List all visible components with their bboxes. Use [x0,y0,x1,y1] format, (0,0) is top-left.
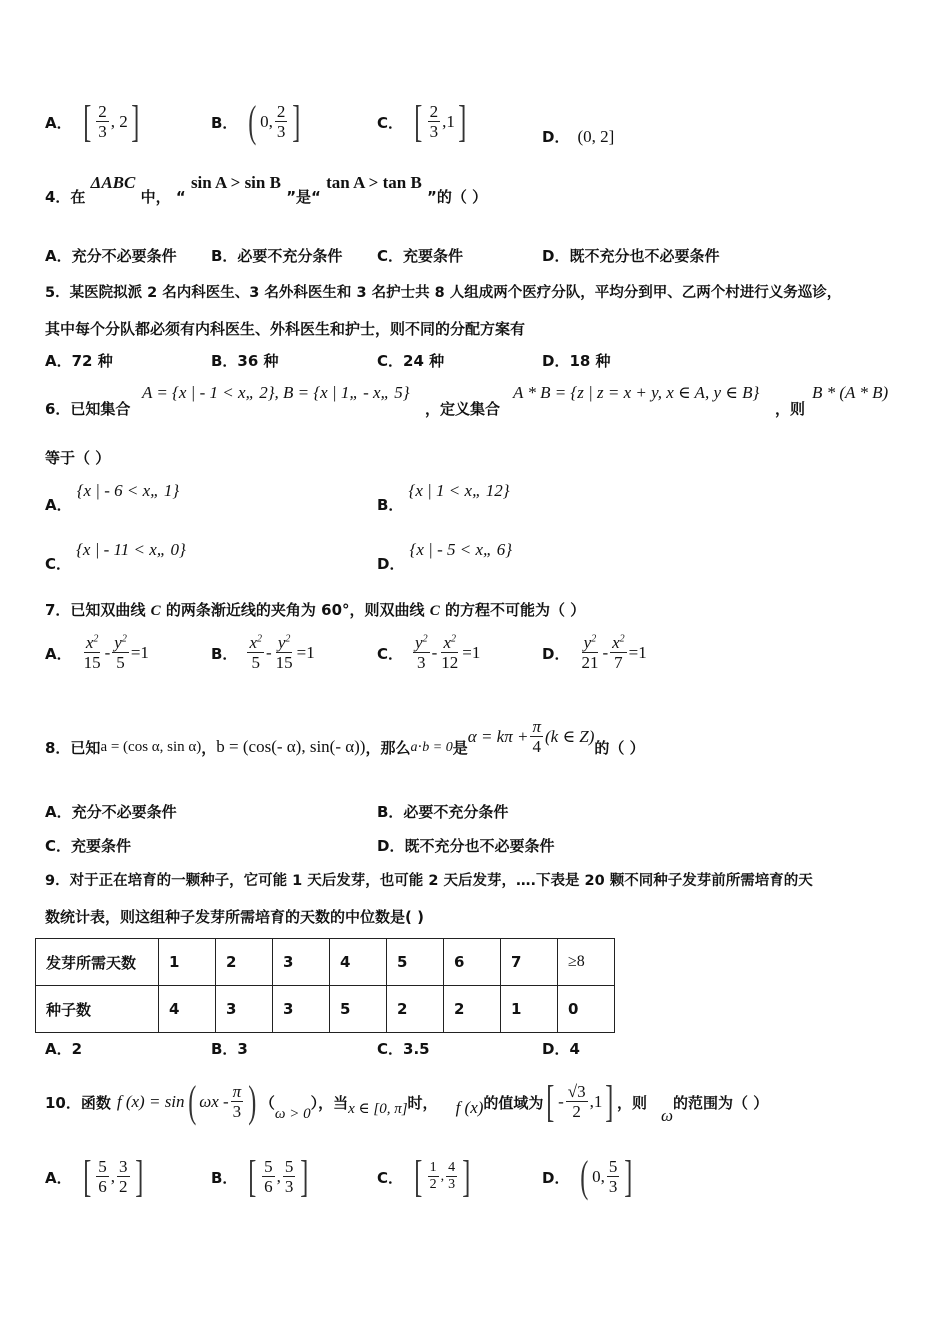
numerator: 2 [429,101,439,121]
fraction [82,634,103,672]
denominator: 2 [429,1176,437,1192]
q3-option-a[interactable] [45,97,142,146]
q4-cond1: sin A > sin B [190,173,281,192]
option-label: D． [542,128,570,146]
q10-domain: x ∈ [0, π] [348,1100,408,1117]
q10-range: [ - $\frac{√3}{2}$ ,1 ] [546,1077,614,1126]
q4-option-c[interactable]: C．充要条件 [377,247,464,265]
bracket: ] [462,1152,471,1201]
q6-option-a[interactable] [45,480,180,514]
square: 2 [121,633,127,645]
q9-option-c[interactable]: C．3.5 [377,1040,430,1058]
denominator: 3 [448,1176,456,1192]
q4-quote2: ”是“ [286,188,321,206]
q8-vector-b: b = (cos(- α), sin(- α)) [216,737,366,757]
numerator: x [443,633,451,652]
denominator: 15 [275,652,293,672]
option-label: C． [377,1168,404,1187]
q4-option-a[interactable]: A．充分不必要条件 [45,247,177,265]
q10-omega: ω [661,1106,674,1125]
numerator: 1 [429,1160,437,1176]
table-cell: 种子数 [36,986,159,1033]
equals: =1 [628,643,647,663]
interval [411,97,470,146]
q6-expr: B * (A * B) [812,383,889,402]
minus: - [431,643,438,663]
option-label: D． [377,555,405,573]
square: 2 [422,633,428,645]
bracket: [ [414,1152,423,1201]
numerator: 5 [98,1156,107,1176]
q7-stem [45,599,585,620]
denominator: 3 [429,121,439,141]
q7-tail: 的方程不可能为（ ） [439,601,586,619]
denominator: 5 [116,652,125,672]
numerator: y [114,633,122,652]
bracket: ( [248,97,257,146]
q6-option-b[interactable] [377,480,510,514]
q8-is: 是 [452,738,468,757]
minus: - [558,1092,564,1111]
q7-pre: 7．已知双曲线 [45,601,151,619]
q9-option-d[interactable]: D．4 [542,1040,580,1058]
numerator: 4 [448,1160,456,1176]
q8-option-a[interactable]: A．充分不必要条件 [45,803,177,821]
option-label: A． [45,496,72,514]
numerator: 2 [98,101,107,121]
q6-option-d[interactable] [377,539,512,573]
numerator: 5 [284,1156,294,1176]
option-label: A． [45,644,72,663]
fraction [283,1158,296,1196]
q8-cond: α = kπ + [467,727,529,747]
q3-option-c[interactable] [377,97,470,146]
table-cell: 3 [273,939,330,986]
square: 2 [451,633,456,645]
option-text: {x | - 11 < x„ 0} [76,540,186,559]
table-row [36,986,615,1033]
q9-stem-line2: 数统计表，则这组种子发芽所需培育的天数的中位数是( ) [45,908,424,926]
fraction [607,1158,620,1196]
fraction [579,634,600,672]
q8-option-b[interactable]: B．必要不充分条件 [377,803,509,821]
table-cell: 3 [216,986,273,1033]
denominator: 3 [276,121,286,141]
fraction [413,634,430,672]
equals: =1 [130,643,149,663]
square: 2 [619,633,625,645]
minus: - [104,643,111,663]
q9-stem-line1: 9．对于正在培育的一颗种子，它可能 1 天后发芽，也可能 2 天后发芽，….下表是 20 颗不同种子发芽前所需培育的天 [45,873,813,889]
option-label: D． [542,1168,570,1187]
option-label: B． [211,1168,238,1187]
q8-stem [45,717,645,766]
interval-pre: 0, [592,1167,605,1186]
option-text: (0, 2] [577,126,615,146]
option-label: A． [45,113,72,132]
q7-option-b[interactable] [211,634,315,672]
interval [80,97,143,146]
option-text: {x | 1 < x„ 12} [408,481,510,500]
fraction [439,634,460,672]
interval: [ $\frac{5}{6}$ , $\frac{3}{2}$ ] [82,1152,143,1201]
q5-stem-line2: 其中每个分队都必须有内科医生、外科医生和护士，则不同的分配方案有 [45,320,526,338]
q10-cond: ω > 0 [274,1105,311,1122]
q8-mid: ，那么 [365,738,411,757]
q6-line2: 等于（ ） [45,449,111,467]
numerator: 5 [608,1156,618,1176]
q6-label: 6．已知集合 [45,400,131,418]
fraction [96,103,109,141]
table-row [36,939,615,986]
q5-option-b[interactable]: B．36 种 [211,352,279,370]
equals: =1 [462,643,481,663]
table-cell: 1 [159,939,216,986]
q6-then: ，则 [775,400,806,418]
denominator: 3 [417,652,426,672]
q8-option-d[interactable]: D．既不充分也不必要条件 [377,837,555,855]
bracket: [ [82,1152,91,1201]
bracket: [ [82,97,91,146]
bracket: ] [300,1152,309,1201]
q7-option-c[interactable] [377,634,480,672]
q8-dot: a⋅b = 0 [410,739,453,755]
q4-option-b[interactable]: B．必要不充分条件 [211,247,343,265]
q7-mid: 的两条渐近线的夹角为 60°，则双曲线 [160,601,430,619]
denominator: 2 [119,1176,128,1196]
denominator: 3 [98,121,107,141]
table-cell: 5 [387,939,444,986]
numerator: √3 [567,1081,586,1101]
q6-option-c[interactable] [45,539,186,573]
numerator: 5 [264,1156,273,1176]
q10-range-text: 的值域为 [483,1093,544,1112]
denominator: 5 [251,652,260,672]
option-text: {x | - 5 < x„ 6} [409,540,512,559]
q8-comma: ， [201,738,217,757]
table-cell: 4 [330,939,387,986]
q10-one: ,1 [589,1092,603,1111]
numerator: x [612,633,620,652]
q3-option-b[interactable] [211,97,304,146]
bracket: [ [248,1152,257,1201]
q5-option-a[interactable]: A．72 种 [45,352,113,370]
q10-num: 10．函数 [45,1093,111,1112]
denominator: 15 [83,652,101,672]
q10-inner: ωx - [199,1092,229,1111]
q10-paren: （ [259,1093,275,1112]
q7-option-a[interactable] [45,634,149,672]
interval-pre: 0, [260,112,273,131]
minus: - [602,643,609,663]
interval [577,1152,636,1201]
denominator: 2 [572,1101,581,1121]
option-label: D． [542,644,570,663]
q8-tail: 的（ ） [594,738,645,757]
denominator: 21 [581,652,599,672]
option-label: A． [45,1168,72,1187]
q4-option-d[interactable]: D．既不充分也不必要条件 [542,247,720,265]
square: 2 [256,633,262,645]
numerator: x [249,633,257,652]
table-cell: 0 [558,986,615,1033]
fraction [530,718,543,756]
square: 2 [591,633,597,645]
fraction [117,1158,130,1196]
q4-mid: 中， [140,188,171,206]
numerator: y [583,633,592,652]
table-cell: 7 [501,939,558,986]
q5-stem-line1: 5．某医院拟派 2 名内科医生、3 名外科医生和 3 名护士共 8 人组成两个医疗分队，平均分到甲、乙两个村进行义务巡诊， [45,285,842,301]
fraction [428,1161,439,1193]
denominator: 6 [98,1176,107,1196]
interval: [ $\frac{5}{6}$ , $\frac{5}{3}$ ] [248,1152,309,1201]
denominator: 3 [608,1176,618,1196]
q10-func: f (x) = sin [116,1092,185,1111]
interval-rest: ,1 [442,112,455,131]
fraction [428,103,441,141]
table-cell: 2 [216,939,273,986]
fraction [610,634,627,672]
table-cell: 1 [501,986,558,1033]
fraction [566,1083,588,1121]
table-cell: 2 [387,986,444,1033]
q10-option-b[interactable] [211,1152,312,1201]
table-cell: 6 [444,939,501,986]
table-cell: 5 [330,986,387,1033]
minus: - [265,643,272,663]
bracket: [ [414,97,423,146]
numerator: y [277,633,286,652]
q9-option-b[interactable]: B．3 [211,1040,248,1058]
q10-option-d[interactable] [542,1152,636,1201]
numerator: x [85,633,94,652]
option-label: B． [211,113,238,132]
table-cell: 发芽所需天数 [36,939,159,986]
table-cell: ≥8 [558,939,615,986]
q8-pre: 8．已知 [45,738,101,757]
q9-table [35,938,615,1033]
q10-fx: f (x) [455,1098,484,1117]
option-label: B． [211,644,238,663]
q10-paren2: ），当 [310,1093,349,1112]
option-text: {x | - 6 < x„ 1} [76,481,180,500]
fraction [275,103,288,141]
option-label: C． [377,644,404,663]
q10-tail: 的范围为（ ） [673,1093,769,1112]
q6-sets: A = {x | - 1 < x„ 2}, B = {x | 1„ - x„ 5} [142,383,410,402]
interval [245,97,304,146]
fraction [112,634,129,672]
denominator: 3 [284,1176,294,1196]
q10-option-a[interactable] [45,1152,146,1201]
fraction [247,634,264,672]
bracket: ] [134,1152,143,1201]
bracket: ] [131,97,140,146]
fraction [231,1083,244,1121]
q5-option-c[interactable]: C．24 种 [377,352,445,370]
q6-mid: ，定义集合 [425,400,501,418]
fraction [96,1158,109,1196]
q5-option-d[interactable]: D．18 种 [542,352,611,370]
q4-stem [45,173,488,207]
numerator: π [532,717,541,736]
option-label: C． [45,555,72,573]
numerator: y [415,633,423,652]
q4-triangle: ΔABC [90,173,136,192]
denominator: 3 [232,1101,242,1121]
q7-option-d[interactable] [542,634,647,672]
table-cell: 3 [273,986,330,1033]
numerator: 2 [276,101,286,121]
fraction [446,1161,457,1193]
bracket: ( [580,1152,589,1201]
q4-num: 4．在 [45,188,86,206]
q10-option-c[interactable] [377,1152,474,1201]
interval: [ $\frac{1}{2}$ , $\frac{4}{3}$ ] [414,1152,471,1201]
fraction [262,1158,275,1196]
q7-c2: C [429,603,440,619]
square: 2 [285,633,291,645]
q10-stem: 10．函数 f (x) = sin ( ωx - $\frac{\pi}{3}$ ) （ ω > 0 ），当 x ∈ [0, π] 时， f (x) 的值域为 [ - $\frac{√3}{2}$ ,1 ] ，则 ω 的范围为（ ） [45,1077,769,1126]
q8-option-c[interactable]: C．充要条件 [45,837,132,855]
q10-when: 时， [407,1093,438,1112]
bracket: ] [458,97,467,146]
denominator: 12 [441,652,459,672]
table-cell: 2 [444,986,501,1033]
q8-vector-a: a = (cos α, sin α) [100,738,202,755]
equals: =1 [296,643,315,663]
denominator: 4 [532,736,541,756]
denominator: 7 [614,652,623,672]
bracket: ] [292,97,301,146]
q3-option-d[interactable] [542,126,614,147]
denominator: 6 [264,1176,273,1196]
q4-quote: “ [175,188,186,206]
square: 2 [93,633,99,645]
bracket: ] [624,1152,633,1201]
interval-rest: , 2 [110,112,128,131]
q6-def: A * B = {z | z = x + y, x ∈ A, y ∈ B} [513,383,760,402]
q10-then: ，则 [617,1093,648,1112]
q9-option-a[interactable]: A．2 [45,1040,83,1058]
numerator: 3 [119,1156,128,1176]
q7-c: C [150,603,161,619]
numerator: π [232,1081,242,1101]
option-label: B． [377,496,404,514]
q4-cond2: tan A > tan B [326,173,422,192]
q8-cond2: (k ∈ Z) [544,727,595,747]
q4-tail: ”的（ ） [427,188,488,206]
option-label: C． [377,113,404,132]
fraction [274,634,295,672]
table-cell: 4 [159,986,216,1033]
